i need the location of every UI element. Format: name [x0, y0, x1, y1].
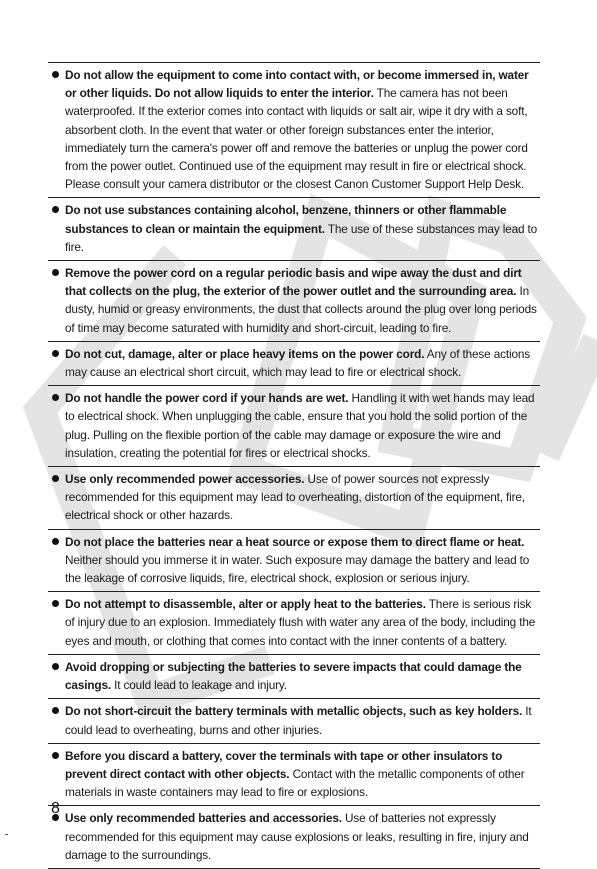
warning-heading: Remove the power cord on a regular periodic basis and wipe away the dust and dirt that collects on the plug, the exterior of the power outlet and the surrounding area.	[65, 266, 522, 299]
warning-item	[48, 261, 540, 342]
warning-item	[48, 198, 540, 261]
bullet-icon	[52, 538, 59, 545]
bullet-icon	[52, 206, 59, 213]
warning-body: Any of these actions may cause an electrical short circuit, which may lead to fire or electrical shock.	[65, 346, 531, 380]
warning-item	[48, 806, 540, 869]
warning-heading: Do not attempt to disassemble, alter or apply heat to the batteries.	[65, 597, 426, 612]
warning-item	[48, 655, 540, 699]
warning-item	[48, 467, 540, 530]
warning-heading: Before you discard a battery, cover the terminals with tape or other insulators to prevent direct contact with other objects.	[65, 748, 503, 781]
warning-heading: Do not cut, damage, alter or place heavy items on the power cord.	[65, 346, 425, 361]
bullet-icon	[52, 71, 59, 78]
warning-body: In dusty, humid or greasy environments, the dust that collects around the plug over long periods of time may become saturated with humidity and short-circuit, leading to fire.	[65, 284, 537, 335]
safety-precautions-list	[48, 62, 540, 869]
warning-body: It could lead to leakage and injury.	[111, 678, 287, 693]
warning-body: The use of these substances may lead to fire.	[65, 221, 538, 254]
bullet-icon	[52, 752, 59, 759]
warning-heading: Do not handle the power cord if your hands are wet.	[65, 391, 349, 406]
warning-item	[48, 699, 540, 743]
warning-item	[48, 592, 540, 655]
corner-mark	[5, 834, 8, 835]
warning-body: The camera has not been waterproofed. If the exterior comes into contact with liquids or salt air, wipe it dry with a soft, absorbent cloth. In the event that water or other foreign substances enter the interior, immediately turn the camera's power off and remove the batteries or unplug the power cord from the power outlet. Continued use of the equipment may result in fire or electrical shock. Please consult your camera distributor or the closest Canon Customer Support Help Desk.	[65, 86, 528, 192]
warning-body: Use of batteries not expressly recommended for this equipment may cause explosions or leaks, resulting in fire, injury and damage to the surroundings.	[65, 811, 529, 862]
warning-heading: Avoid dropping or subjecting the batteries to severe impacts that could damage the casings.	[65, 659, 522, 693]
warning-body: Use of power sources not expressly recommended for this equipment may lead to overheating, distortion of the equipment, fire, electrical shock or other hazards.	[65, 472, 525, 523]
warning-item	[48, 63, 540, 198]
warning-heading: Do not use substances containing alcohol, benzene, thinners or other flammable substances to clean or maintain the equipment.	[65, 203, 507, 236]
warning-body: There is serious risk of injury due to an explosion. Immediately flush with water any area of the body, including the eyes and mouth, or clothing that comes into contact with the inner contents of a battery.	[65, 597, 536, 648]
warning-item	[48, 744, 540, 807]
warning-body: It could lead to overheating, burns and other injuries.	[65, 704, 532, 737]
bullet-icon	[52, 269, 59, 276]
warning-heading: Do not allow the equipment to come into contact with, or become immersed in, water or other liquids. Do not allow liquids to enter the interior.	[65, 68, 529, 101]
warning-heading: Do not place the batteries near a heat source or expose them to direct flame or heat.	[65, 534, 525, 549]
bullet-icon	[52, 707, 59, 714]
warning-heading: Do not short-circuit the battery terminals with metallic objects, such as key holders.	[65, 704, 523, 719]
warnings-list	[48, 63, 540, 869]
bullet-icon	[52, 663, 59, 670]
warning-body: Handling it with wet hands may lead to electrical shock. When unplugging the cable, ensure that you hold the solid portion of the plug. Pulling on the flexible portion of the cable may damage or exposure the wire and insulation, creating the potential for fires or electrical shocks.	[65, 391, 535, 460]
bullet-icon	[52, 600, 59, 607]
warning-item	[48, 342, 540, 386]
warning-item	[48, 530, 540, 593]
bullet-icon	[52, 475, 59, 482]
warning-heading: Use only recommended batteries and accessories.	[65, 811, 342, 826]
bullet-icon	[52, 394, 59, 401]
warning-heading: Use only recommended power accessories.	[65, 472, 305, 487]
warning-body: Contact with the metallic components of other materials in waste containers may lead to fire or explosions.	[65, 766, 525, 800]
page-number: 8	[51, 800, 60, 817]
warning-body: Neither should you immerse it in water. Such exposure may damage the battery and lead to the leakage of corrosive liquids, fire, electrical shock, explosion or serious injury.	[65, 552, 530, 586]
bullet-icon	[52, 350, 59, 357]
warning-item	[48, 386, 540, 467]
